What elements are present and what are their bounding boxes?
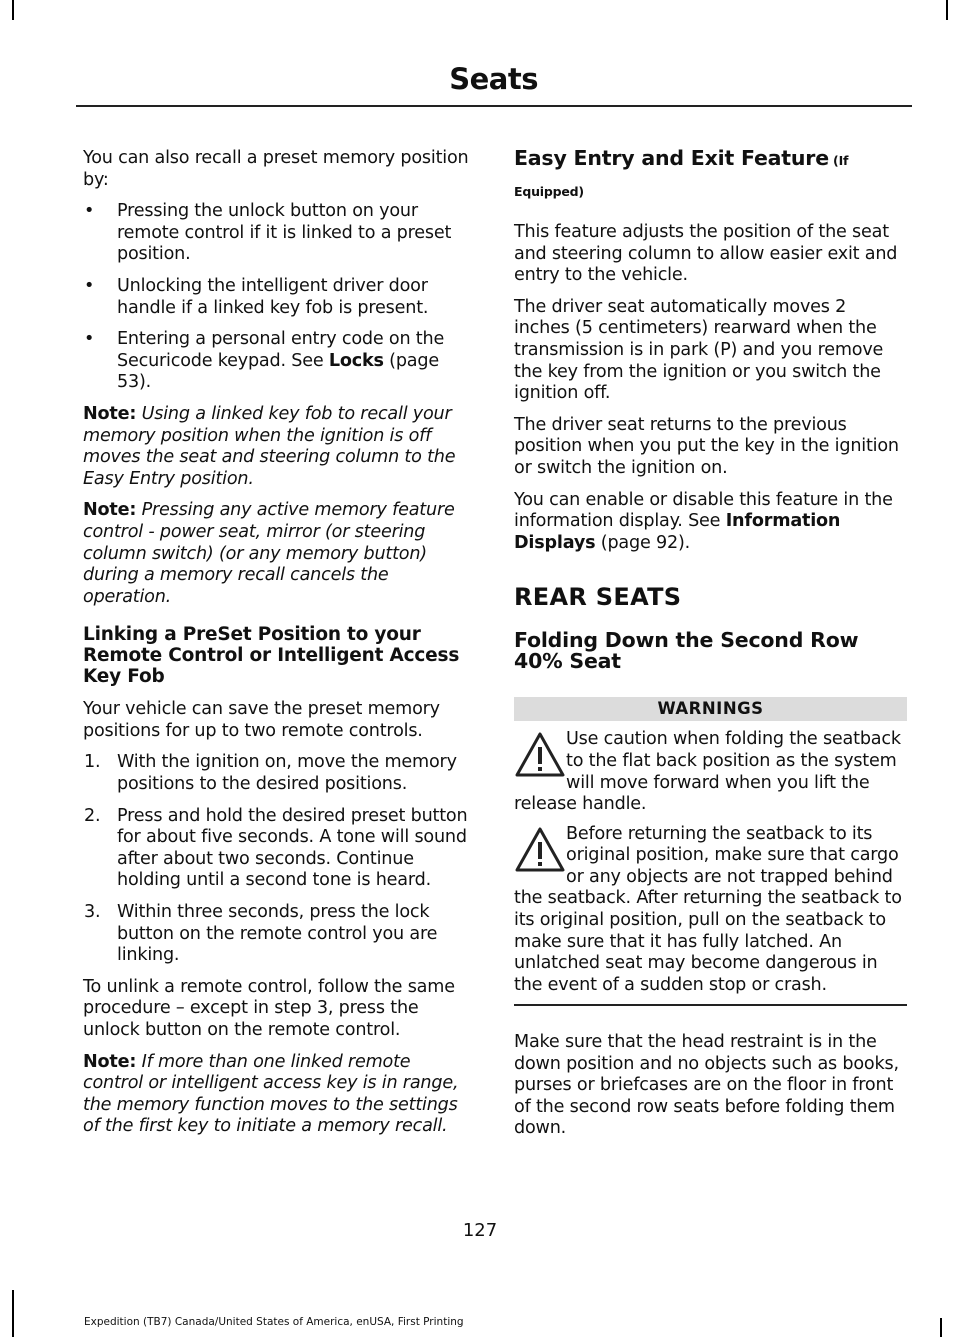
- paragraph-text: (page 92).: [595, 532, 691, 553]
- bullet-item: [83, 276, 475, 319]
- bullet-mark: •: [84, 275, 95, 296]
- right-column: [514, 148, 907, 1150]
- step-text: With the ignition on, move the memory positions to the desired positions.: [117, 752, 457, 795]
- bullet-text: Unlocking the intelligent driver door handle if a linked key fob is present.: [117, 275, 429, 318]
- crop-mark-top-right: [946, 0, 948, 20]
- note-text: Using a linked key fob to recall your memory position when the ignition is off moves the seat and steering column to the Easy Entry position.: [83, 403, 456, 489]
- warnings-title-bar: WARNINGS: [514, 697, 907, 721]
- note-paragraph: [83, 500, 475, 608]
- locks-link[interactable]: Locks: [328, 350, 384, 371]
- bullet-text: [117, 329, 475, 394]
- body-paragraph: To unlink a remote control, follow the same procedure – except in step 3, press the unlock button on the remote control.: [83, 976, 455, 1040]
- subsection-heading: Folding Down the Second Row 40% Seat: [514, 628, 859, 674]
- chapter-heading: REAR SEATS: [514, 583, 682, 612]
- body-paragraph: This feature adjusts the position of the seat and steering column to allow easier exit and entry to the vehicle.: [514, 222, 898, 286]
- note-label: Note:: [83, 1051, 137, 1072]
- bullet-item: [83, 329, 475, 394]
- note-paragraph: [83, 404, 475, 490]
- body-paragraph: Your vehicle can save the preset memory positions for up to two remote controls.: [83, 699, 440, 741]
- warning-text: Use caution when folding the seatback to the flat back position as the system will move forward when you lift the release handle.: [514, 729, 901, 815]
- page-number: 127: [462, 1220, 498, 1241]
- intro-paragraph: You can also recall a preset memory position by:: [83, 148, 469, 190]
- bullet-text-part: (page 53).: [117, 350, 439, 393]
- bullet-mark: •: [84, 329, 95, 350]
- note-text: If more than one linked remote control or intelligent access key is in range, the memory function moves to the settings of the first key to initiate a memory recall.: [83, 1051, 459, 1137]
- step-item: [83, 902, 475, 967]
- section-heading: Linking a PreSet Position to your Remote Control or Intelligent Access Key Fob: [83, 624, 460, 688]
- warnings-divider: [514, 1004, 907, 1006]
- heading-qualifier: Equipped): [514, 184, 584, 199]
- warning-text: Before returning the seatback to its original position, make sure that cargo or any objects are not trapped behind the seatback. After returning the seatback to its original position, pull on the seatback to make sure that it has fully latched. An unlatched seat may become dangerous in the event of a sudden stop or crash.: [514, 823, 902, 995]
- body-paragraph: The driver seat automatically moves 2 inches (5 centimeters) rearward when the transmission is in park (P) and you remove the key from the ignition or you switch the ignition off.: [514, 296, 884, 404]
- step-text: Press and hold the desired preset button for about five seconds. A tone will sound after about two seconds. Continue holding until a second tone is heard.: [117, 805, 468, 891]
- bullet-text-part: Entering a personal entry code on the Securicode keypad. See: [117, 329, 445, 371]
- step-number: 1.: [84, 752, 101, 773]
- heading-text: Easy Entry and Exit Feature: [514, 146, 829, 170]
- note-label: Note:: [83, 500, 137, 521]
- header-divider: [76, 105, 912, 107]
- footer-text: Expedition (TB7) Canada/United States of America, enUSA, First Printing: [84, 1316, 464, 1328]
- crop-mark-bottom-left: [12, 1290, 14, 1337]
- step-text: Within three seconds, press the lock button on the remote control you are linking.: [117, 902, 438, 966]
- note-label: Note:: [83, 403, 137, 424]
- heading-qualifier: (If: [828, 153, 849, 168]
- step-number: 3.: [84, 902, 101, 923]
- step-item: [83, 806, 475, 892]
- step-item: [83, 752, 475, 795]
- information-displays-link[interactable]: Information Displays: [514, 511, 841, 553]
- section-heading: [514, 148, 907, 202]
- left-column: [83, 148, 475, 1148]
- warning-triangle-icon: [514, 826, 566, 876]
- crop-mark-top-left: [12, 0, 14, 20]
- bullet-text: Pressing the unlock button on your remote control if it is linked to a preset position.: [117, 201, 452, 265]
- bullet-item: [83, 201, 475, 266]
- body-paragraph: [514, 490, 907, 555]
- warning-item: [514, 729, 907, 815]
- page-title: Seats: [449, 62, 538, 96]
- body-paragraph: Make sure that the head restraint is in the down position and no objects such as books, purses or briefcases are on the floor in front of the second row seats before folding them down.: [514, 1031, 899, 1139]
- bullet-mark: •: [84, 201, 95, 222]
- warning-item: [514, 824, 907, 997]
- paragraph-text: You can enable or disable this feature in the information display. See: [514, 489, 893, 532]
- note-paragraph: [83, 1052, 475, 1138]
- crop-mark-bottom-right: [940, 1318, 942, 1337]
- note-text: Pressing any active memory feature control - power seat, mirror (or steering column switch) (or any memory button) during a memory recall cancels the operation.: [83, 500, 455, 607]
- step-number: 2.: [84, 805, 101, 826]
- body-paragraph: The driver seat returns to the previous position when you put the key in the ignition or switch the ignition on.: [514, 414, 899, 478]
- warning-triangle-icon: [514, 731, 566, 781]
